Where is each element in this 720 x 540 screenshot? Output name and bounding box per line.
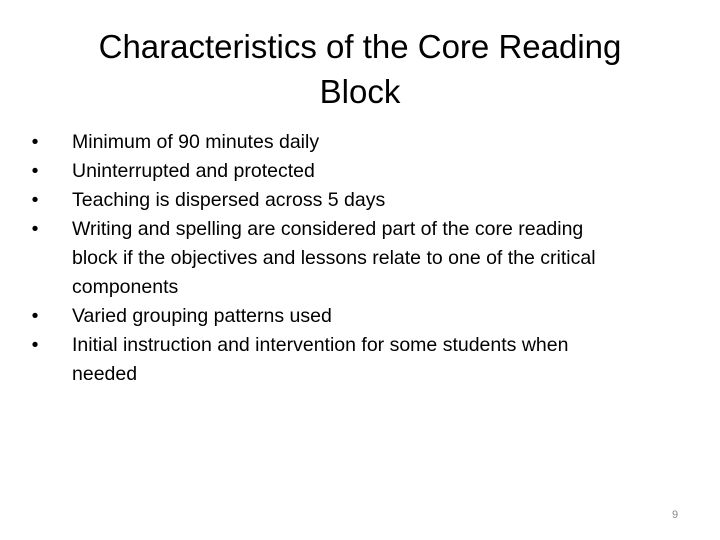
bullet-text-line: Writing and spelling are considered part of the core reading (72, 218, 584, 240)
bullet-text-line: components (72, 276, 179, 298)
bullet-item (0, 215, 720, 302)
slide-title-line-2: Block (319, 73, 401, 110)
bullet-text-line: Varied grouping patterns used (72, 305, 332, 327)
bullet-text-line: Teaching is dispersed across 5 days (72, 189, 386, 211)
bullet-text-line: needed (72, 363, 138, 385)
slide-title (60, 24, 660, 114)
bullet-dot-icon: • (31, 334, 39, 356)
bullet-dot-icon: • (31, 131, 39, 153)
bullet-text-line: block if the objectives and lessons relate to one of the critical (72, 247, 596, 269)
slide-title-line-1: Characteristics of the Core Reading (98, 28, 622, 65)
slide-page-number: 9 (671, 509, 679, 521)
bullet-text-line: Minimum of 90 minutes daily (72, 131, 320, 153)
bullet-item (0, 157, 720, 186)
bullet-item (0, 186, 720, 215)
bullet-dot-icon: • (31, 189, 39, 211)
bullet-item (0, 128, 720, 157)
bullet-item (0, 302, 720, 331)
bullet-text-line: Initial instruction and intervention for some students when (72, 334, 569, 356)
bullet-dot-icon: • (31, 218, 39, 240)
bullet-item (0, 331, 720, 389)
bullet-list (0, 128, 720, 389)
bullet-text-line: Uninterrupted and protected (72, 160, 315, 182)
bullet-dot-icon: • (31, 305, 39, 327)
bullet-dot-icon: • (31, 160, 39, 182)
